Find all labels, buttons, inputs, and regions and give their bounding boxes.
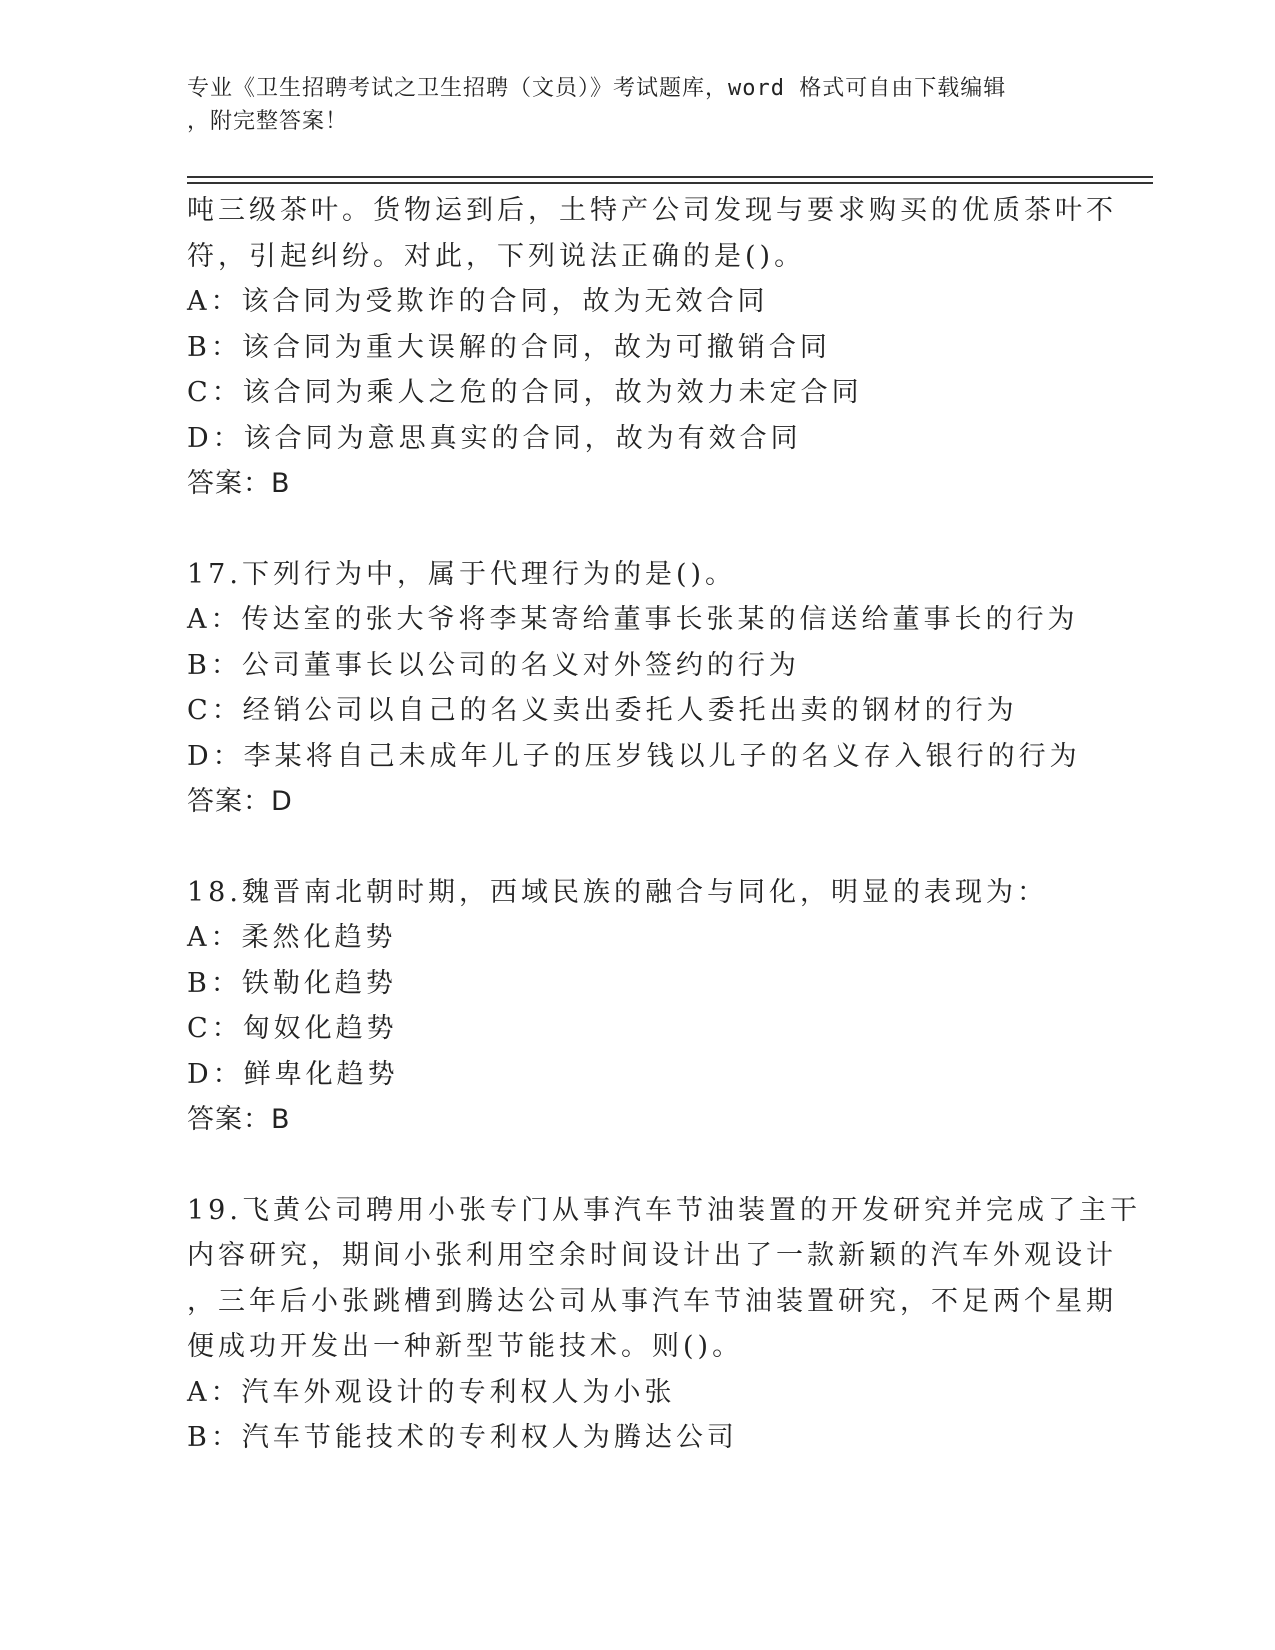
spacer [187,1143,1077,1188]
option-a: A：传达室的张大爷将李某寄给董事长张某的信送给董事长的行为 [187,604,1079,635]
option-c: C：该合同为乘人之危的合同，故为效力未定合同 [187,377,863,408]
spacer [187,825,1077,870]
question-text-line: 符，引起纠纷。对此，下列说法正确的是()。 [187,240,806,272]
question-17 [187,552,1081,825]
document-body [187,188,1141,1461]
option-d: D：李某将自己未成年儿子的压岁钱以儿子的名义存入银行的行为 [187,740,1081,772]
header-line-1: 专业《卫生招聘考试之卫生招聘（文员）》考试题库，word 格式可自由下载编辑 [187,76,1007,101]
option-c: C：经销公司以自己的名义卖出委托人委托出卖的钢材的行为 [187,695,1018,726]
answer: 答案：B [187,468,291,499]
option-d: D：该合同为意思真实的合同，故为有效合同 [187,422,802,454]
header-line-2: ，附完整答案！ [187,109,349,134]
question-16 [187,188,1117,507]
answer: 答案：D [187,786,293,817]
header-divider-bottom [187,182,1153,184]
question-text-line: 18.魏晋南北朝时期，西域民族的融合与同化，明显的表现为： [187,876,1048,908]
question-text-line: 吨三级茶叶。货物运到后，土特产公司发现与要求购买的优质茶叶不 [187,195,1117,226]
question-text-line: 17.下列行为中，属于代理行为的是()。 [187,558,737,590]
option-d: D：鲜卑化趋势 [187,1058,399,1090]
option-b: B：该合同为重大误解的合同，故为可撤销合同 [187,331,831,363]
question-text-line: 便成功开发出一种新型节能技术。则()。 [187,1331,744,1362]
question-18 [187,870,1077,1143]
question-text-line: 19.飞黄公司聘用小张专门从事汽车节油装置的开发研究并完成了主干 [187,1194,1141,1226]
option-c: C：匈奴化趋势 [187,1013,398,1044]
question-19 [187,1188,1141,1461]
option-b: B：公司董事长以公司的名义对外签约的行为 [187,649,800,681]
answer: 答案：B [187,1104,291,1135]
option-b: B：汽车节能技术的专利权人为腾达公司 [187,1422,738,1453]
option-a: A：该合同为受欺诈的合同，故为无效合同 [187,286,769,317]
option-b: B：铁勒化趋势 [187,967,397,999]
option-a: A：柔然化趋势 [187,922,397,953]
option-a: A：汽车外观设计的专利权人为小张 [187,1376,676,1408]
document-header [187,72,1067,138]
spacer [187,507,1077,552]
question-text-line: 内容研究，期间小张利用空余时间设计出了一款新颖的汽车外观设计 [187,1240,1117,1271]
header-divider-top [187,176,1153,178]
question-text-line: ，三年后小张跳槽到腾达公司从事汽车节油装置研究，不足两个星期 [187,1285,1117,1317]
